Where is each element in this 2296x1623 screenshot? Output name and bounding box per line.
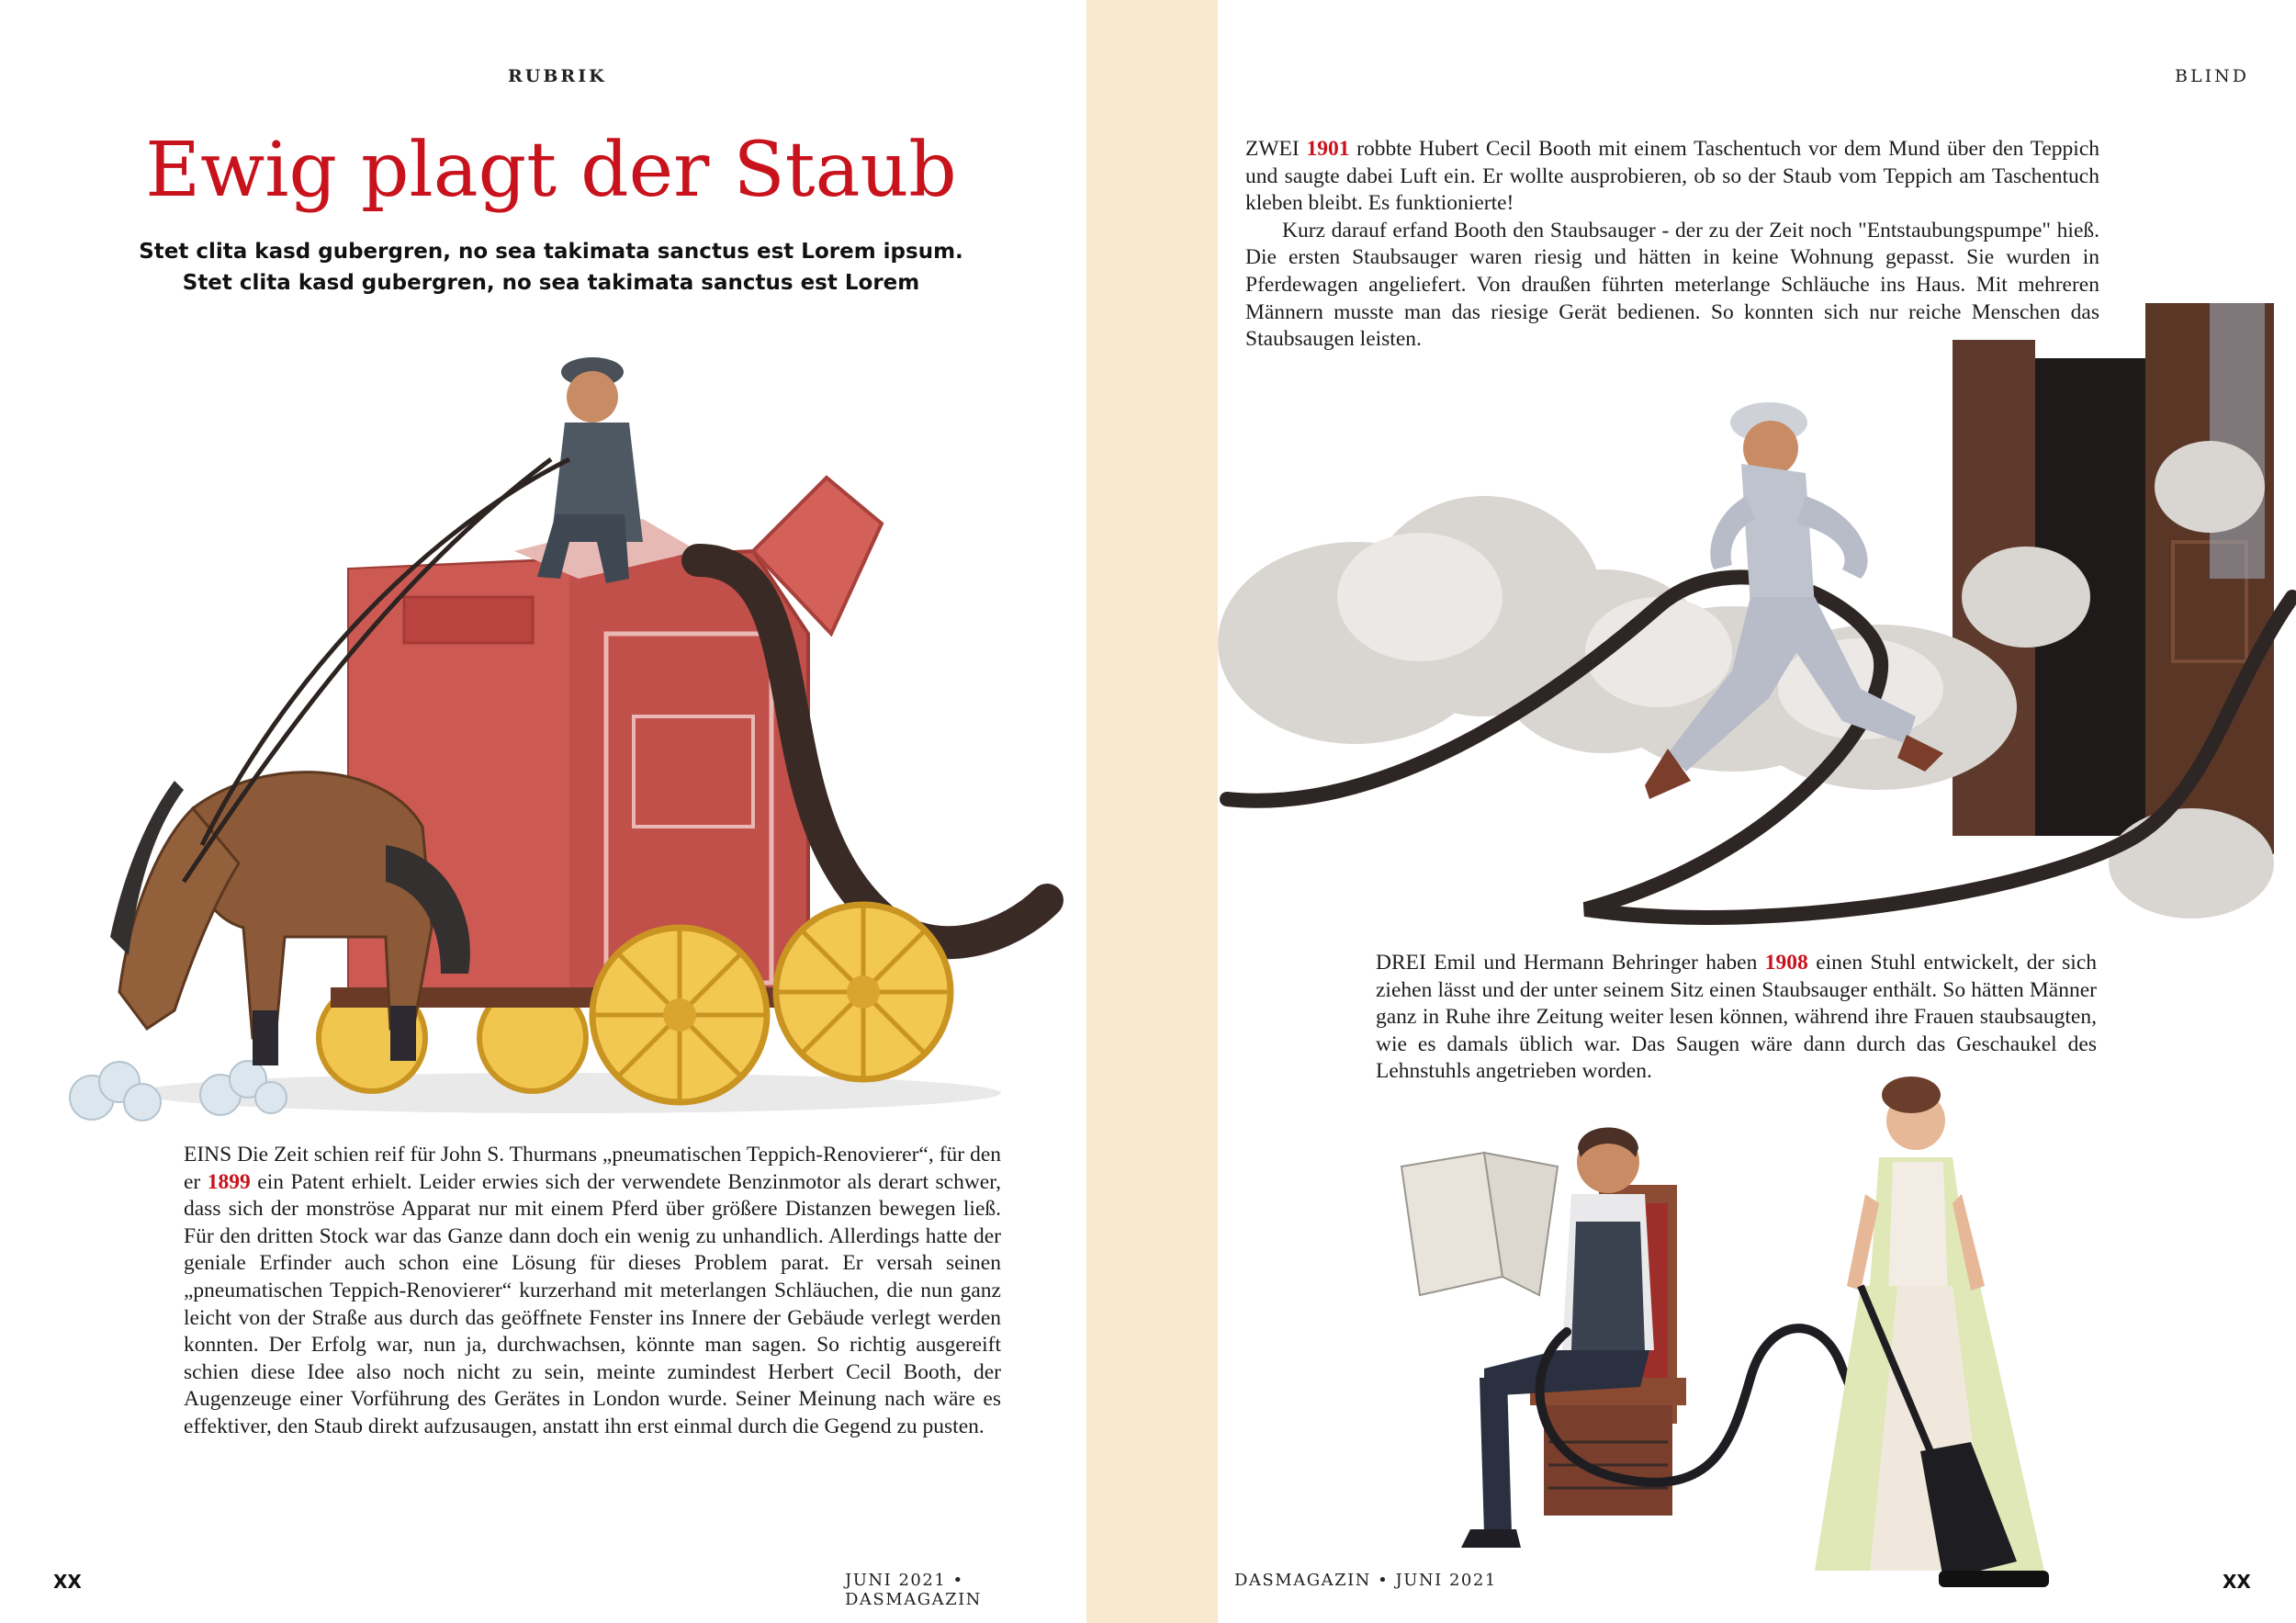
- article-drei: [1376, 950, 2097, 1086]
- dust-runner-illustration: [1218, 303, 2296, 946]
- deck-line-1: Stet clita kasd gubergren, no sea takimata sanctus est Lorem ipsum.: [139, 240, 963, 264]
- section-label-right: BLIND: [2175, 66, 2249, 86]
- article-drei-body: einen Stuhl entwickelt, der sich ziehen lässt und der unter seinem Sitz einen Staubsauger enthält. So hätten Männer ganz in Ruhe ihre Zeitung weiter lesen können, während ihre Frauen staubsaugten, wie es damals üblich war. Das Saugen wäre dann durch das Geschaukel des Lehnstuhls angetrieben worden.: [1376, 951, 2097, 1084]
- article-eins-lead: EINS Die Zeit schien reif für John S. Thurmans „pneumatischen Teppich-Renovierer“, für den er: [184, 1143, 1001, 1194]
- article-eins: [184, 1142, 1001, 1441]
- article-zwei-body: robbte Hubert Cecil Booth mit einem Taschentuch vor dem Mund über den Teppich und saugte dabei Luft ein. Er wollte ausprobieren, ob so der Staub vom Teppich am Taschentuch kleben bleibt. Es funktionierte!: [1245, 137, 2100, 216]
- horse-wagon-illustration: [55, 331, 1084, 1157]
- article-zwei-para-2: Kurz darauf erfand Booth den Staubsauger - der zu der Zeit noch "Entstaubungspumpe" hieß. Die ersten Staubsauger waren riesig und hätten in keine Wohnung gepasst. Sie wurden in Pferdewagen angeliefert. Von draußen führten meterlange Schläuche ins Haus. Mit mehreren Männern musste man das riesige Gerät bedienen. So konnten sich nur reiche Menschen das Staubsaugen leisten.: [1245, 218, 2099, 352]
- year-1901: 1901: [1306, 137, 1350, 161]
- article-zwei-lead: ZWEI: [1245, 137, 1307, 161]
- footer-right: DASMAGAZIN • JUNI 2021: [1234, 1571, 1497, 1590]
- year-1899: 1899: [207, 1169, 251, 1194]
- folio-right: XX: [2223, 1571, 2251, 1593]
- left-page: [0, 0, 1086, 1623]
- spine-gutter: [1086, 0, 1218, 1623]
- footer-left: JUNI 2021 • DASMAGAZIN: [845, 1571, 982, 1609]
- article-eins-body: ein Patent erhielt. Leider erwies sich der verwendete Benzinmotor als derart schwer, dass sich der monströse Apparat nur mit einem Pferd über größere Distanzen bewegen ließ. Für den dritten Stock war das Ganze dann doch ein wenig zu unhandlich. Allerdings hatte der geniale Erfinder auch schon eine Lösung für dieses Problem parat. Er versah seinen „pneumatischen Teppich-Renovierer“ kurzerhand mit meterlangen Schläuchen, die nun ganz leicht von der Straße aus durch das geöffnete Fenster ins Innere der Gebäude verlegt werden konnten. Der Erfolg war, nun ja, durchwachsen, könnte man sagen. So richtig ausgereift schien diese Idee also noch nicht zu sein, meinte zumindest Herbert Cecil Booth, der Augenzeuge einer Vorführung des Gerätes in London wurde. Seiner Meinung nach wäre es effektiver, den Staub direkt aufzusaugen, anstatt ihn erst einmal durch die Gegend zu pusten.: [184, 1169, 1001, 1438]
- folio-left: XX: [53, 1571, 82, 1593]
- right-page: [1218, 0, 2296, 1623]
- article-drei-lead: DREI Emil und Hermann Behringer haben: [1376, 951, 1765, 975]
- deck-line-2: Stet clita kasd gubergren, no sea takimata sanctus est Lorem: [182, 271, 920, 295]
- headline: Ewig plagt der Staub: [145, 127, 957, 214]
- section-label: RUBRIK: [508, 66, 607, 86]
- deck: [92, 236, 1010, 299]
- year-1908: 1908: [1764, 951, 1808, 975]
- chair-vacuum-illustration: [1383, 1075, 2136, 1598]
